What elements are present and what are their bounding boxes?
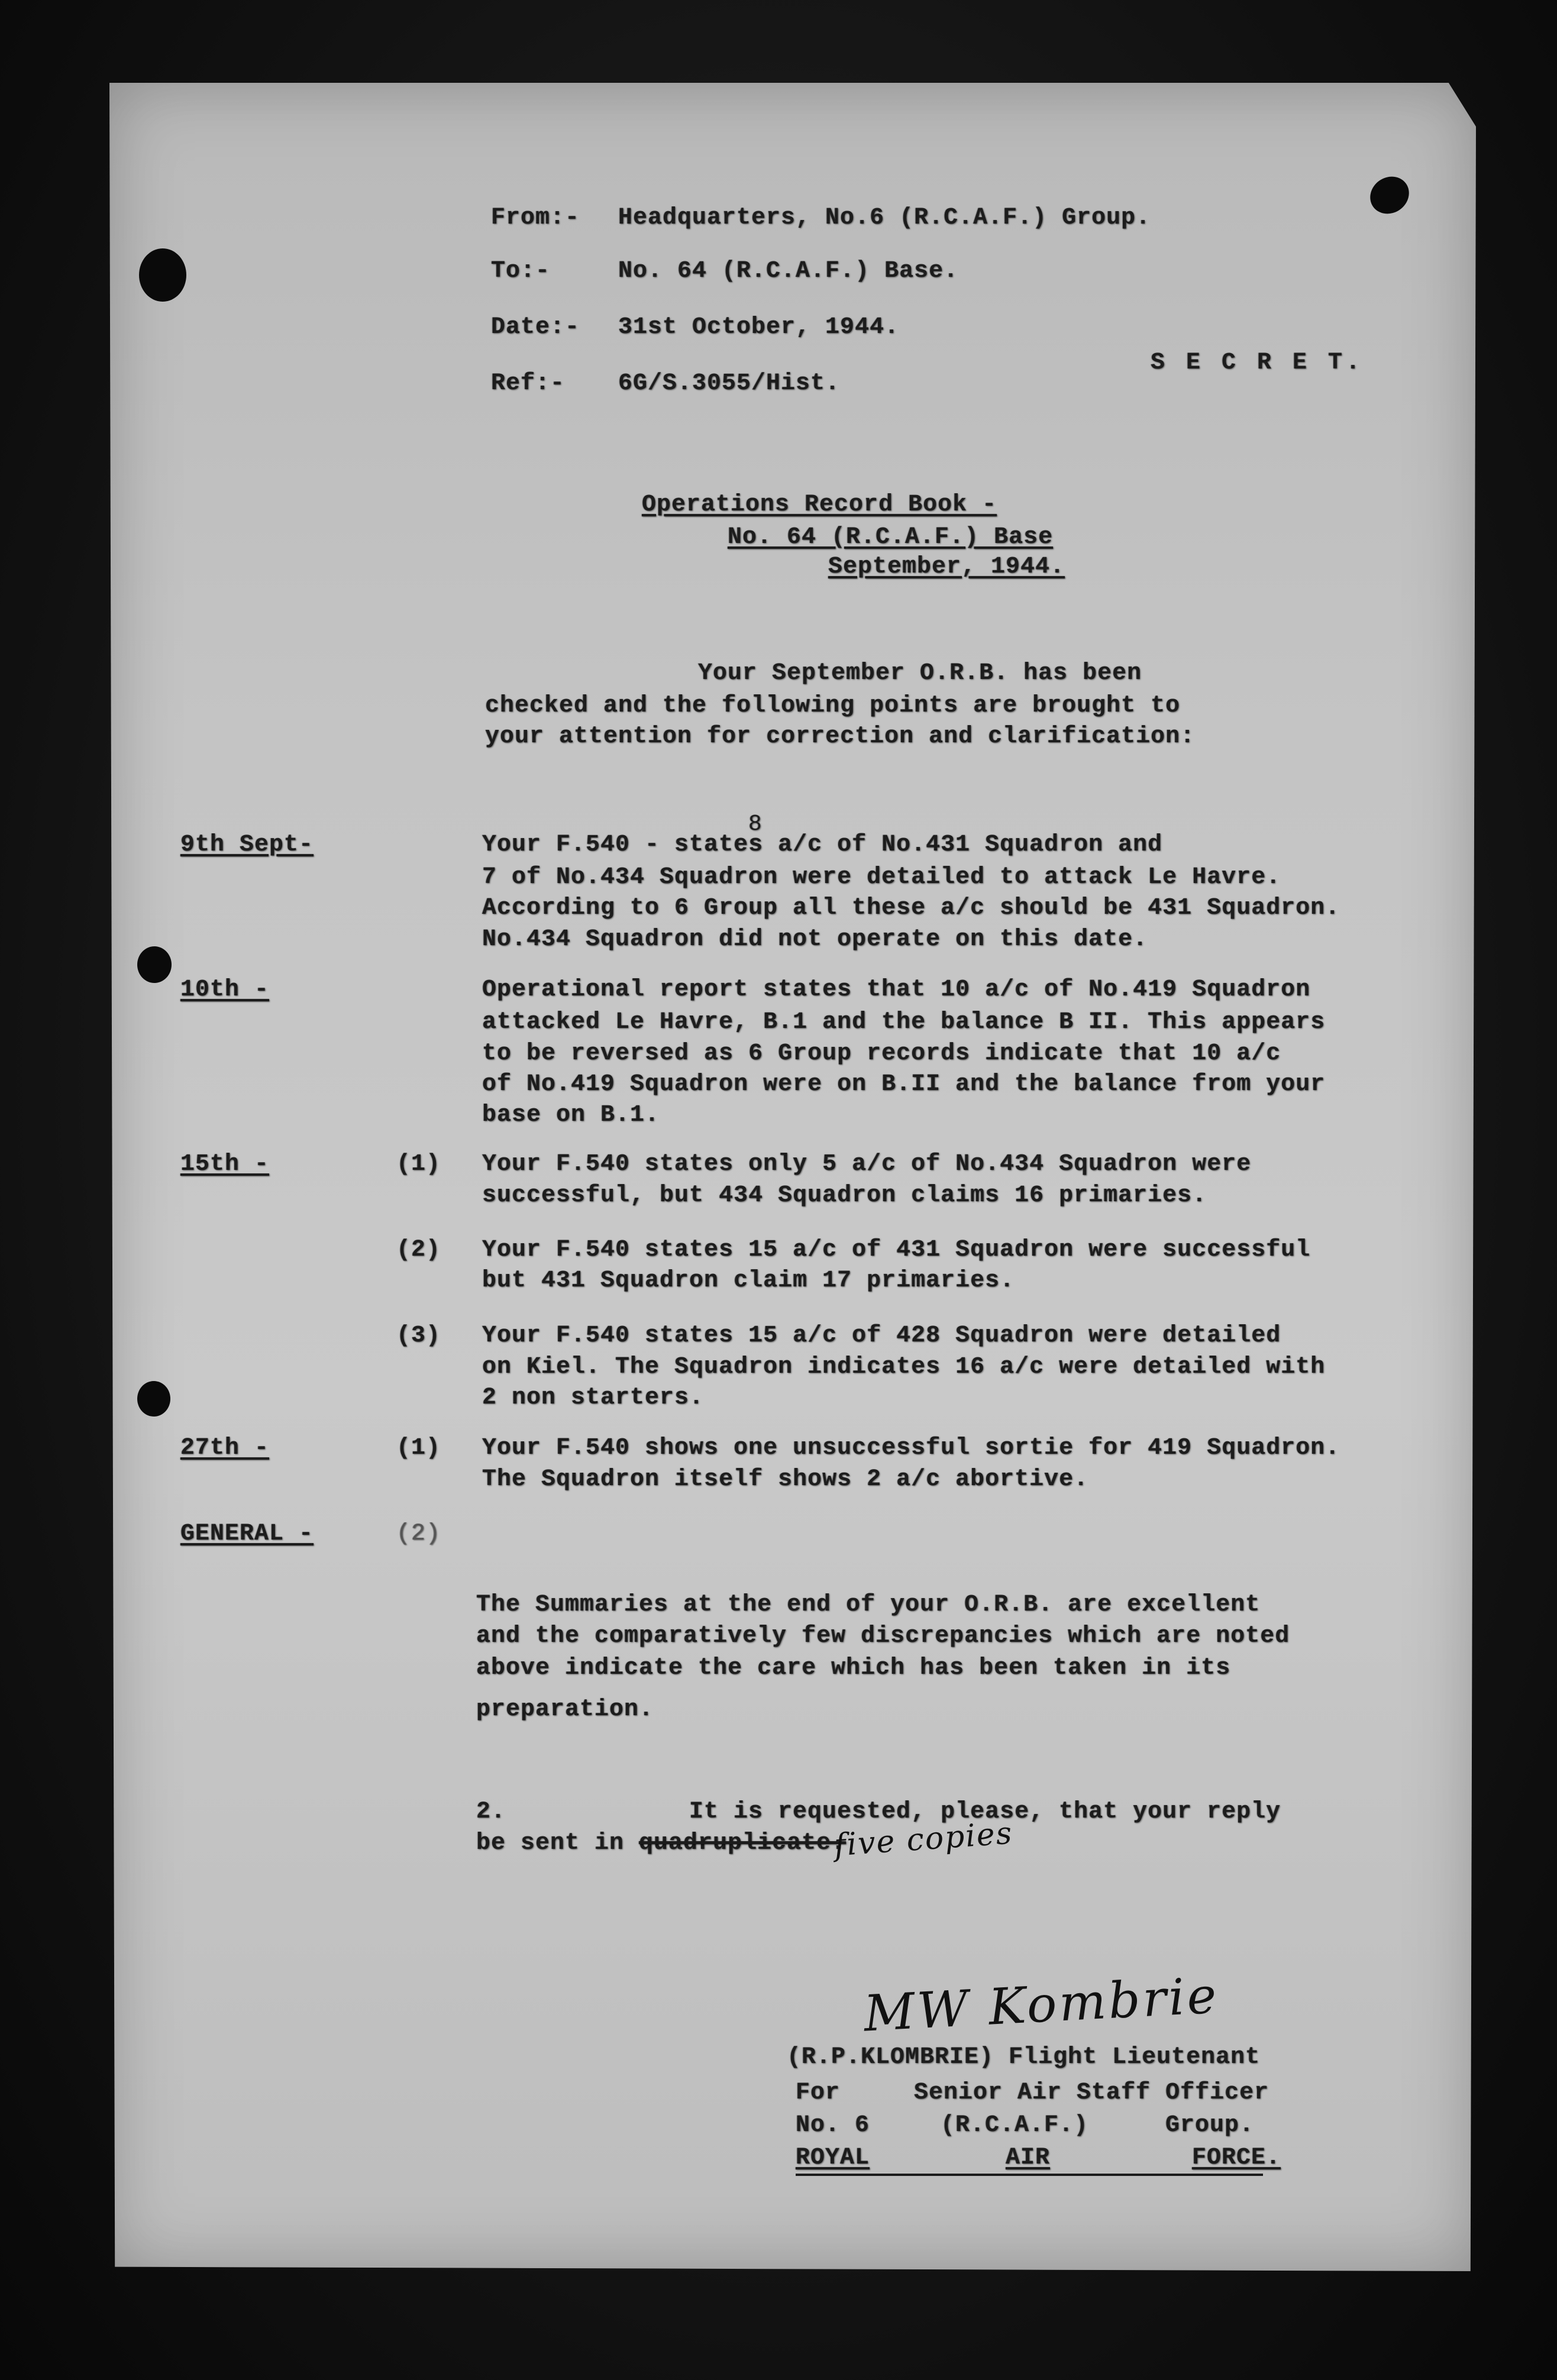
request-line-2-text: be sent in [476, 1830, 639, 1857]
signature-line-4-b: AIR [1006, 2145, 1051, 2171]
ref-value: 6G/S.3055/Hist. [618, 370, 841, 397]
subject-line-2: No. 64 (R.C.A.F.) Base [728, 524, 1054, 551]
item-10-line-1: Operational report states that 10 a/c of No.419 Squadron [482, 976, 1311, 1003]
item-15-sub2-line-2: but 431 Squadron claim 17 primaries. [482, 1267, 1015, 1294]
signature-underline [796, 2174, 1263, 2176]
handwritten-signature: MW Kombrie [862, 1966, 1220, 2043]
subject-line-3: September, 1944. [828, 554, 1065, 580]
item-date-10th: 10th - [180, 976, 270, 1003]
from-value: Headquarters, No.6 (R.C.A.F.) Group. [618, 205, 1151, 231]
general-line-1: The Summaries at the end of your O.R.B. are excellent [476, 1592, 1261, 1618]
item-9-line-2: 7 of No.434 Squadron were detailed to attack Le Havre. [482, 864, 1281, 891]
signature-line-3-a: No. 6 [796, 2112, 870, 2139]
handwritten-correction: five copies [833, 1815, 1015, 1864]
general-line-2: and the comparatively few discrepancies which are noted [476, 1623, 1290, 1650]
item-date-9th-sept: 9th Sept- [180, 832, 314, 858]
date-value: 31st October, 1944. [618, 314, 900, 341]
item-15-sub1-num: (1) [396, 1151, 441, 1178]
request-line-1: It is requested, please, that your reply [689, 1799, 1281, 1825]
intro-line-3: your attention for correction and clarification: [485, 723, 1196, 750]
signature-line-1: (R.P.KLOMBRIE) Flight Lieutenant [787, 2044, 1261, 2071]
item-date-general: GENERAL - [180, 1521, 314, 1547]
item-general-num: (2) [396, 1521, 441, 1547]
item-15-sub2-num: (2) [396, 1237, 441, 1263]
item-10-line-4: of No.419 Squadron were on B.II and the balance from your [482, 1071, 1326, 1098]
general-line-4: preparation. [476, 1696, 654, 1723]
ref-label: Ref:- [491, 370, 566, 397]
punch-hole-top-left [139, 248, 186, 302]
page-mark: 8 [748, 811, 763, 837]
item-9-line-4: No.434 Squadron did not operate on this date. [482, 926, 1148, 953]
signature-line-3-c: Group. [1165, 2112, 1255, 2139]
from-label: From:- [491, 205, 580, 231]
intro-line-1: Your September O.R.B. has been [698, 660, 1142, 687]
item-9-line-3: According to 6 Group all these a/c should be 431 Squadron. [482, 895, 1340, 921]
request-line-2 [476, 1829, 846, 1858]
classification-secret: S E C R E T. [1151, 350, 1364, 376]
signature-line-4-c: FORCE. [1192, 2145, 1281, 2171]
signature-line-2-b: Senior Air Staff Officer [914, 2080, 1269, 2106]
item-27-sub1-line-1: Your F.540 shows one unsuccessful sortie for 419 Squadron. [482, 1435, 1340, 1461]
item-15-sub3-num: (3) [396, 1322, 441, 1349]
punch-hole-left-mid [137, 946, 172, 983]
item-27-sub1-num: (1) [396, 1435, 441, 1461]
date-label: Date:- [491, 314, 580, 341]
request-num: 2. [476, 1799, 506, 1825]
item-9-line-1: Your F.540 - states a/c of No.431 Squadron and [482, 832, 1163, 858]
signature-line-4-a: ROYAL [796, 2145, 870, 2171]
item-10-line-2: attacked Le Havre, B.1 and the balance B II. This appears [482, 1009, 1326, 1036]
item-15-sub1-line-2: successful, but 434 Squadron claims 16 primaries. [482, 1182, 1207, 1209]
item-10-line-3: to be reversed as 6 Group records indicate that 10 a/c [482, 1040, 1281, 1067]
subject-line-1: Operations Record Book - [642, 491, 997, 518]
item-27-sub1-line-2: The Squadron itself shows 2 a/c abortive. [482, 1466, 1089, 1493]
signature-line-2-a: For [796, 2080, 841, 2106]
general-line-3: above indicate the care which has been taken in its [476, 1655, 1231, 1681]
item-15-sub1-line-1: Your F.540 states only 5 a/c of No.434 Squadron were [482, 1151, 1252, 1178]
item-date-27th: 27th - [180, 1435, 270, 1461]
to-label: To:- [491, 258, 551, 284]
intro-line-2: checked and the following points are brought to [485, 693, 1181, 719]
item-date-15th: 15th - [180, 1151, 270, 1178]
item-15-sub2-line-1: Your F.540 states 15 a/c of 431 Squadron were successful [482, 1237, 1311, 1263]
item-15-sub3-line-3: 2 non starters. [482, 1385, 705, 1411]
punch-hole-left-lower [137, 1381, 170, 1417]
item-15-sub3-line-1: Your F.540 states 15 a/c of 428 Squadron were detailed [482, 1322, 1281, 1349]
item-15-sub3-line-2: on Kiel. The Squadron indicates 16 a/c were detailed with [482, 1354, 1326, 1380]
item-10-line-5: base on B.1. [482, 1102, 660, 1128]
to-value: No. 64 (R.C.A.F.) Base. [618, 258, 959, 284]
request-struck-word: quadruplicate. [639, 1830, 847, 1857]
signature-line-3-b: (R.C.A.F.) [941, 2112, 1089, 2139]
